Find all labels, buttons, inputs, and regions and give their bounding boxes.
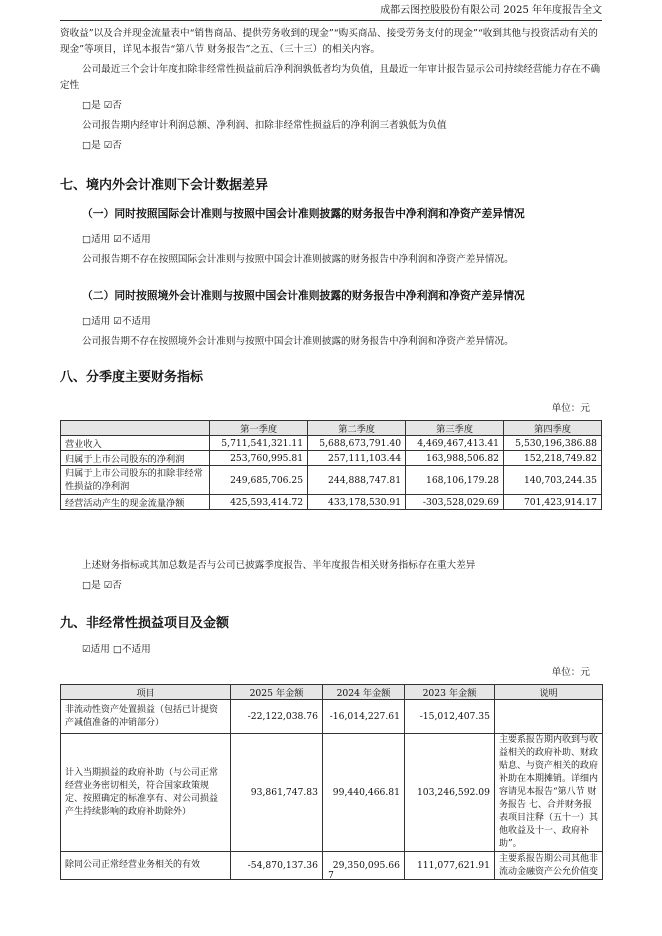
cell-q1: 249,685,706.25 (210, 466, 308, 495)
section-9-title: 九、非经常性损益项目及金额 (60, 616, 230, 631)
quarterly-header-q1: 第一季度 (210, 421, 308, 436)
intro-paragraph-3: 公司报告期内经审计利润总额、净利润、扣除非经常性损益后的净利润三者孰低为负值 (82, 120, 447, 131)
quarterly-header-q3: 第三季度 (406, 421, 504, 436)
non-recurring-table (60, 684, 603, 880)
nr-item: 除同公司正常经营业务相关的有效 (61, 852, 231, 880)
cell-q4: 140,703,244.35 (504, 466, 602, 495)
nr-2025: -54,870,137.36 (231, 852, 323, 880)
nr-2025: -22,122,038.76 (231, 700, 323, 734)
nr-note: 主要系报告期内收到与收益相关的政府补助、财政贴息、与资产相关的政府补助在本期摊销。详细内容请见本报告“第八节 财务报告 七、合并财务报表项目注释（五十一）其他收益及十一、政府补助”。 (495, 734, 603, 852)
section-8-note-check[interactable]: □是 ☑否 (82, 580, 122, 591)
quarterly-header-q2: 第二季度 (308, 421, 406, 436)
cell-q3: 4,469,467,413.41 (406, 436, 504, 451)
section-7-sub2-text: 公司报告期不存在按照境外会计准则与按照中国会计准则披露的财务报告中净利润和净资产差异情况。 (82, 336, 514, 347)
nr-note (495, 700, 603, 734)
cell-q4: 701,423,914.17 (504, 495, 602, 510)
nr-header-2024: 2024 年金额 (323, 685, 405, 700)
section-9-check[interactable]: ☑适用 □不适用 (82, 644, 151, 655)
checkbox-group-2[interactable]: □是 ☑否 (82, 140, 122, 151)
section-7-sub2-check[interactable]: □适用 ☑不适用 (82, 316, 151, 327)
nr-header-item: 项目 (61, 685, 231, 700)
cell-q2: 5,688,673,791.40 (308, 436, 406, 451)
nr-2023: 111,077,621.91 (405, 852, 495, 880)
nr-2023: 103,246,592.09 (405, 734, 495, 852)
table-row (61, 734, 603, 852)
cell-q1: 5,711,541,321.11 (210, 436, 308, 451)
quarterly-header-q4: 第四季度 (504, 421, 602, 436)
section-9-unit: 单位：元 (551, 667, 590, 678)
section-8-title: 八、分季度主要财务指标 (60, 370, 204, 385)
page-header: 成都云图控股股份有限公司 2025 年年度报告全文 (60, 2, 602, 21)
row-label: 归属于上市公司股东的扣除非经常性损益的净利润 (61, 466, 210, 495)
quarterly-table (60, 420, 602, 510)
checkbox-group-1[interactable]: □是 ☑否 (82, 100, 122, 111)
section-7-sub1-title: （一）同时按照国际会计准则与按照中国会计准则披露的财务报告中净利润和净资产差异情况 (82, 207, 525, 220)
nr-2024: 99,440,466.81 (323, 734, 405, 852)
table-row (61, 436, 602, 451)
table-row (61, 700, 603, 734)
nr-note: 主要系报告期公司其他非流动金融资产公允价值变 (495, 852, 603, 880)
cell-q4: 5,530,196,386.88 (504, 436, 602, 451)
section-7-sub2-title: （二）同时按照境外会计准则与按照中国会计准则披露的财务报告中净利润和净资产差异情况 (82, 289, 525, 302)
section-7-sub1-check[interactable]: □适用 ☑不适用 (82, 234, 151, 245)
table-row (61, 466, 602, 495)
cell-q1: 253,760,995.81 (210, 451, 308, 466)
cell-q3: -303,528,029.69 (406, 495, 504, 510)
nr-item: 计入当期损益的政府补助（与公司正常经营业务密切相关，符合国家政策规定、按照确定的标准享有、对公司损益产生持续影响的政府补助除外） (61, 734, 231, 852)
cell-q2: 257,111,103.44 (308, 451, 406, 466)
nr-2024: -16,014,227.61 (323, 700, 405, 734)
nr-item: 非流动性资产处置损益（包括已计提资产减值准备的冲销部分） (61, 700, 231, 734)
cell-q3: 163,988,506.82 (406, 451, 504, 466)
cell-q2: 244,888,747.81 (308, 466, 406, 495)
row-label: 营业收入 (61, 436, 210, 451)
quarterly-header-blank (61, 421, 210, 436)
cell-q3: 168,106,179.28 (406, 466, 504, 495)
section-8-note: 上述财务指标或其加总数是否与公司已披露季度报告、半年度报告相关财务指标存在重大差异 (82, 560, 476, 571)
row-label: 经营活动产生的现金流量净额 (61, 495, 210, 510)
table-row (61, 495, 602, 510)
cell-q1: 425,593,414.72 (210, 495, 308, 510)
table-row (61, 451, 602, 466)
section-7-title: 七、境内外会计准则下会计数据差异 (60, 178, 269, 193)
nr-2024: 29,350,095.66 (323, 852, 405, 880)
nr-header-note: 说明 (495, 685, 603, 700)
cell-q4: 152,218,749.82 (504, 451, 602, 466)
intro-paragraph-1: 资收益”以及合并现金流量表中“销售商品、提供劳务收到的现金”“购买商品、接受劳务支付的现金”“收到其他与投资活动有关的现金”等项目，详见本报告“第八节 财务报告”之五、（三十三）的相关内容。 (60, 28, 598, 55)
page-number: 7 (328, 871, 334, 881)
cell-q2: 433,178,530.91 (308, 495, 406, 510)
nr-header-2025: 2025 年金额 (231, 685, 323, 700)
section-8-unit: 单位：元 (551, 403, 590, 414)
nr-header-2023: 2023 年金额 (405, 685, 495, 700)
section-7-sub1-text: 公司报告期不存在按照国际会计准则与按照中国会计准则披露的财务报告中净利润和净资产差异情况。 (82, 254, 514, 265)
intro-paragraph-2: 公司最近三个会计年度扣除非经常性损益前后净利润孰低者均为负值，且最近一年审计报告显示公司持续经营能力存在不确定性 (60, 64, 601, 91)
row-label: 归属于上市公司股东的净利润 (61, 451, 210, 466)
nr-2025: 93,861,747.83 (231, 734, 323, 852)
nr-2023: -15,012,407.35 (405, 700, 495, 734)
